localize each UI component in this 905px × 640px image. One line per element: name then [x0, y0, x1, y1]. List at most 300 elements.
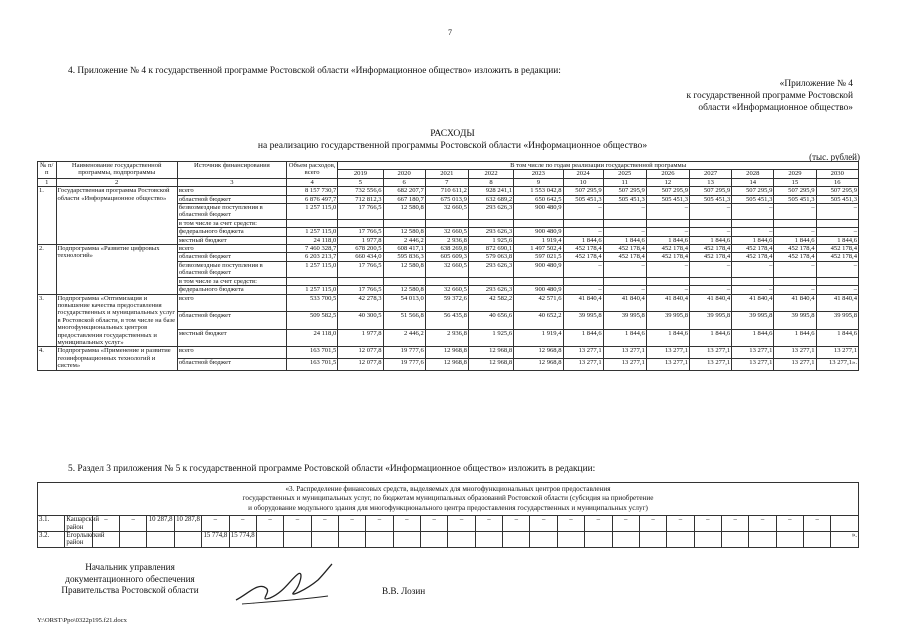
row-year-value: 12 580,8: [383, 286, 425, 294]
column-number: 3: [177, 178, 286, 186]
row-year-value: [816, 219, 858, 227]
distribution-cell: 10 287,8: [174, 516, 201, 532]
row-year-value: –: [690, 228, 732, 236]
distribution-cell: 15 774,8: [202, 532, 229, 548]
row-year-value: 1 977,8: [338, 236, 383, 244]
row-year-value: 17 766,5: [338, 261, 383, 277]
row-year-value: –: [563, 228, 603, 236]
row-year-value: [338, 219, 383, 227]
page-number: 7: [448, 28, 452, 37]
row-year-value: 39 995,8: [816, 312, 858, 330]
row-year-value: 667 180,7: [383, 195, 425, 203]
row-volume: 533 700,5: [286, 294, 337, 312]
header-years-caption: В том числе по годам реализации государственной программы: [338, 162, 859, 170]
distribution-cell: –: [530, 516, 557, 532]
row-year-value: 452 178,4: [732, 253, 774, 261]
row-year-value: 1 844,6: [690, 236, 732, 244]
row-year-value: –: [732, 261, 774, 277]
row-year-value: –: [816, 228, 858, 236]
row-year-value: [732, 219, 774, 227]
distribution-cell: –: [393, 516, 420, 532]
distribution-cell: [284, 532, 311, 548]
distribution-cell: [776, 532, 803, 548]
row-year-value: 1 844,6: [732, 329, 774, 347]
distribution-cell: [585, 532, 612, 548]
row-year-value: 13 277,1: [603, 347, 646, 359]
distribution-caption: [38, 483, 859, 516]
expenses-table: [37, 161, 859, 371]
row-year-value: 632 689,2: [468, 195, 513, 203]
distribution-cell: –: [202, 516, 229, 532]
row-year-value: 32 660,5: [425, 204, 468, 220]
header-year: 2029: [774, 170, 816, 178]
row-source: в том числе за счет средств:: [177, 219, 286, 227]
row-year-value: –: [732, 286, 774, 294]
row-name: Государственная программа Ростовской области «Информационное общество»: [56, 187, 177, 245]
table-row: [38, 187, 859, 195]
row-year-value: –: [816, 261, 858, 277]
distribution-cell: 10 287,8: [147, 516, 174, 532]
row-year-value: [383, 277, 425, 285]
row-num: 2.: [38, 245, 57, 294]
distribution-end: ».: [831, 532, 859, 548]
row-year-value: –: [563, 286, 603, 294]
header-name: Наименование государственной программы, подпрограммы: [56, 162, 177, 179]
row-year-value: 13 277,1: [732, 358, 774, 370]
distribution-cell: –: [694, 516, 721, 532]
column-number: 9: [514, 178, 563, 186]
row-year-value: 579 063,8: [468, 253, 513, 261]
column-number: 14: [732, 178, 774, 186]
row-year-value: 42 571,6: [514, 294, 563, 312]
table-row: [38, 245, 859, 253]
row-year-value: –: [690, 204, 732, 220]
signature-block: [45, 562, 215, 597]
distribution-cell: [721, 532, 748, 548]
row-name: Подпрограмма «Оптимизация и повышение качества предоставления государственных и муниципальных услуг в Ростовской области, в том числе на базе многофункциональных центров предоставления государственных и муниципальных услуг»: [56, 294, 177, 347]
header-num: № п/п: [38, 162, 57, 179]
row-year-value: –: [690, 286, 732, 294]
distribution-cell: [448, 532, 475, 548]
row-year-value: [816, 277, 858, 285]
row-year-value: –: [646, 286, 689, 294]
distribution-cell: [530, 532, 557, 548]
row-source: всего: [177, 294, 286, 312]
row-year-value: 13 277,1: [732, 347, 774, 359]
distribution-row: [38, 516, 859, 532]
distribution-cell: [147, 532, 174, 548]
row-year-value: 1 844,6: [816, 236, 858, 244]
row-year-value: 505 451,3: [603, 195, 646, 203]
column-number: 15: [774, 178, 816, 186]
row-volume: 509 582,5: [286, 312, 337, 330]
row-volume: 6 876 497,7: [286, 195, 337, 203]
caption-line-3: и оборудование модульного здания для многофункционального центра предоставления государственных и муниципальных услуг): [248, 503, 648, 512]
distribution-cell: –: [749, 516, 776, 532]
row-year-value: [732, 277, 774, 285]
distribution-cell: –: [776, 516, 803, 532]
column-number: 2: [56, 178, 177, 186]
row-year-value: [468, 219, 513, 227]
row-name: Подпрограмма «Применение и развитие геоинформационных технологий и систем»: [56, 347, 177, 370]
row-year-value: 12 968,8: [514, 358, 563, 370]
row-year-value: 19 777,6: [383, 358, 425, 370]
row-year-value: 12 580,8: [383, 261, 425, 277]
row-year-value: 900 480,9: [514, 204, 563, 220]
row-year-value: 452 178,4: [690, 245, 732, 253]
row-year-value: 13 277,1: [816, 347, 858, 359]
row-year-value: –: [774, 204, 816, 220]
row-year-value: 13 277,1: [774, 358, 816, 370]
row-year-value: 507 295,9: [732, 187, 774, 195]
row-year-value: 41 840,4: [603, 294, 646, 312]
appendix-line-1: «Приложение № 4: [779, 79, 853, 89]
distribution-cell: –: [229, 516, 256, 532]
distribution-cell: [366, 532, 393, 548]
row-year-value: 2 446,2: [383, 329, 425, 347]
distribution-cell: [174, 532, 201, 548]
appendix-reference: [593, 78, 853, 115]
row-year-value: 505 451,3: [690, 195, 732, 203]
row-year-value: 32 660,5: [425, 261, 468, 277]
row-year-value: 452 178,4: [816, 245, 858, 253]
row-year-value: 505 451,3: [816, 195, 858, 203]
item5-text: 5. Раздел 3 приложения № 5 к государственной программе Ростовской области «Информационное общество» изложить в редакции:: [68, 464, 596, 474]
row-year-value: 900 480,9: [514, 228, 563, 236]
row-source: федерального бюджета: [177, 228, 286, 236]
row-year-value: 507 295,9: [774, 187, 816, 195]
row-year-value: –: [774, 286, 816, 294]
row-year-value: [338, 277, 383, 285]
row-year-value: 13 277,1: [563, 347, 603, 359]
row-year-value: –: [774, 228, 816, 236]
row-year-value: [646, 219, 689, 227]
row-year-value: –: [816, 204, 858, 220]
row-year-value: 59 372,6: [425, 294, 468, 312]
row-year-value: 1 925,6: [468, 236, 513, 244]
row-year-value: 452 178,4: [646, 253, 689, 261]
row-year-value: [774, 277, 816, 285]
column-number: 7: [425, 178, 468, 186]
distribution-district: Егорлыкский район: [66, 532, 105, 547]
row-year-value: 17 766,5: [338, 228, 383, 236]
row-year-value: 17 766,5: [338, 286, 383, 294]
row-year-value: 40 652,2: [514, 312, 563, 330]
row-year-value: –: [603, 228, 646, 236]
distribution-cell: [393, 532, 420, 548]
row-year-value: [603, 277, 646, 285]
row-volume: 24 118,0: [286, 329, 337, 347]
distribution-num: 3.1.: [38, 516, 65, 532]
row-year-value: 40 300,5: [338, 312, 383, 330]
units-label: (тыс. рублей): [809, 152, 860, 162]
row-name: Подпрограмма «Развитие цифровых технологий»: [56, 245, 177, 294]
row-year-value: 1 844,6: [646, 329, 689, 347]
row-year-value: [468, 277, 513, 285]
row-year-value: [563, 277, 603, 285]
header-year: 2027: [690, 170, 732, 178]
title-line-1: РАСХОДЫ: [430, 128, 475, 139]
row-year-value: 56 435,8: [425, 312, 468, 330]
distribution-cell: –: [612, 516, 639, 532]
row-year-value: 42 582,2: [468, 294, 513, 312]
row-year-value: 1 844,6: [690, 329, 732, 347]
row-year-value: 12 580,8: [383, 204, 425, 220]
row-year-value: 900 480,9: [514, 286, 563, 294]
row-year-value: 452 178,4: [774, 245, 816, 253]
row-year-value: 41 840,4: [646, 294, 689, 312]
row-year-value: 293 626,3: [468, 228, 513, 236]
row-year-value: –: [774, 261, 816, 277]
row-volume: 7 460 328,7: [286, 245, 337, 253]
table-row: [38, 294, 859, 312]
row-volume: 1 257 115,0: [286, 228, 337, 236]
row-year-value: 13 277,1».: [816, 358, 858, 370]
row-year-value: 452 178,4: [646, 245, 689, 253]
row-source: федерального бюджета: [177, 286, 286, 294]
distribution-cell: [804, 532, 831, 548]
header-year: 2023: [514, 170, 563, 178]
column-number: 13: [690, 178, 732, 186]
distribution-table: [37, 482, 859, 548]
document-title: [0, 128, 905, 152]
row-source: местный бюджет: [177, 329, 286, 347]
row-year-value: 17 766,5: [338, 204, 383, 220]
row-year-value: 1 977,8: [338, 329, 383, 347]
distribution-cell: –: [120, 516, 147, 532]
row-year-value: 19 777,6: [383, 347, 425, 359]
header-volume: Объем расходов, всего: [286, 162, 337, 179]
row-year-value: 712 812,3: [338, 195, 383, 203]
row-num: 1.: [38, 187, 57, 245]
row-year-value: 732 556,6: [338, 187, 383, 195]
row-year-value: 597 021,5: [514, 253, 563, 261]
row-year-value: 452 178,4: [774, 253, 816, 261]
caption-line-1: «3. Распределение финансовых средств, выделяемых для многофункциональных центров предоставления: [285, 485, 611, 493]
row-year-value: 13 277,1: [690, 358, 732, 370]
row-year-value: 39 995,8: [774, 312, 816, 330]
row-year-value: 872 690,1: [468, 245, 513, 253]
signer-name: В.В. Лозин: [382, 586, 426, 596]
row-year-value: 452 178,4: [690, 253, 732, 261]
table-row: [38, 347, 859, 359]
distribution-cell: –: [448, 516, 475, 532]
row-source: областной бюджет: [177, 195, 286, 203]
file-path: Y:\ORST\Ppo\0322p195.f21.docx: [37, 617, 127, 624]
row-year-value: 293 626,3: [468, 261, 513, 277]
row-volume: 1 257 115,0: [286, 204, 337, 220]
row-source: областной бюджет: [177, 358, 286, 370]
distribution-cell: –: [475, 516, 502, 532]
column-number: 11: [603, 178, 646, 186]
row-year-value: 40 656,6: [468, 312, 513, 330]
row-year-value: 660 434,0: [338, 253, 383, 261]
row-year-value: [646, 277, 689, 285]
row-year-value: 2 936,8: [425, 329, 468, 347]
distribution-cell: [120, 532, 147, 548]
row-year-value: 1 844,6: [646, 236, 689, 244]
distribution-cell: –: [639, 516, 666, 532]
caption-line-2: государственных и муниципальных услуг, по бюджетам муниципальных образований Ростовской области (субсидия на приобретение: [242, 494, 654, 503]
row-year-value: –: [646, 261, 689, 277]
row-year-value: 507 295,9: [563, 187, 603, 195]
distribution-cell: –: [92, 516, 119, 532]
row-year-value: 452 178,4: [563, 245, 603, 253]
distribution-cell: –: [503, 516, 530, 532]
column-number: 12: [646, 178, 689, 186]
distribution-cell: –: [338, 516, 365, 532]
row-source: всего: [177, 245, 286, 253]
distribution-cell: [557, 532, 584, 548]
distribution-cell: [503, 532, 530, 548]
row-year-value: –: [603, 286, 646, 294]
row-year-value: [514, 219, 563, 227]
distribution-district: Кашарский район: [66, 516, 100, 531]
distribution-cell: [256, 532, 283, 548]
row-year-value: 12 968,8: [425, 358, 468, 370]
row-volume: [286, 277, 337, 285]
row-year-value: 293 626,3: [468, 286, 513, 294]
row-year-value: 1 844,6: [732, 236, 774, 244]
distribution-cell: –: [721, 516, 748, 532]
row-year-value: [383, 219, 425, 227]
row-volume: 6 203 213,7: [286, 253, 337, 261]
column-number: 6: [383, 178, 425, 186]
header-year: 2021: [425, 170, 468, 178]
row-year-value: 12 968,8: [514, 347, 563, 359]
row-year-value: 507 295,9: [816, 187, 858, 195]
row-year-value: 41 840,4: [563, 294, 603, 312]
handwritten-signature: [228, 560, 338, 608]
row-year-value: 452 178,4: [603, 253, 646, 261]
row-year-value: 1 844,6: [563, 236, 603, 244]
row-year-value: [690, 277, 732, 285]
row-year-value: 900 480,9: [514, 261, 563, 277]
row-year-value: 13 277,1: [774, 347, 816, 359]
row-source: всего: [177, 347, 286, 359]
column-number: 1: [38, 178, 57, 186]
row-year-value: [774, 219, 816, 227]
row-year-value: 39 995,8: [646, 312, 689, 330]
row-year-value: 293 626,3: [468, 204, 513, 220]
row-year-value: 650 642,5: [514, 195, 563, 203]
row-year-value: 505 451,3: [774, 195, 816, 203]
row-num: 4.: [38, 347, 57, 370]
distribution-end: [831, 516, 859, 532]
row-year-value: 1 844,6: [603, 329, 646, 347]
title-line-2: на реализацию государственной программы Ростовской области «Информационное общество»: [257, 140, 648, 151]
row-year-value: –: [603, 204, 646, 220]
row-year-value: 42 278,3: [338, 294, 383, 312]
row-year-value: 32 660,5: [425, 286, 468, 294]
row-volume: 163 701,5: [286, 347, 337, 359]
row-year-value: –: [690, 261, 732, 277]
row-year-value: 39 995,8: [563, 312, 603, 330]
row-year-value: –: [563, 261, 603, 277]
row-year-value: 507 295,9: [603, 187, 646, 195]
row-volume: 1 257 115,0: [286, 261, 337, 277]
row-source: местный бюджет: [177, 236, 286, 244]
row-year-value: 2 446,2: [383, 236, 425, 244]
distribution-cell: –: [366, 516, 393, 532]
row-year-value: 13 277,1: [690, 347, 732, 359]
row-source: безвозмездные поступления в областной бюджет: [177, 261, 286, 277]
distribution-cell: –: [284, 516, 311, 532]
distribution-row: [38, 532, 859, 548]
appendix-line-3: области «Информационное общество»: [698, 103, 853, 114]
row-year-value: [425, 219, 468, 227]
row-year-value: 51 566,8: [383, 312, 425, 330]
row-year-value: 32 660,5: [425, 228, 468, 236]
appendix-line-2: к государственной программе Ростовской: [686, 91, 853, 102]
row-year-value: 13 277,1: [646, 358, 689, 370]
row-year-value: [603, 219, 646, 227]
row-year-value: 13 277,1: [603, 358, 646, 370]
header-year: 2025: [603, 170, 646, 178]
row-year-value: [563, 219, 603, 227]
row-year-value: 1 844,6: [816, 329, 858, 347]
row-year-value: 1 844,6: [774, 236, 816, 244]
distribution-cell: [749, 532, 776, 548]
row-year-value: –: [646, 204, 689, 220]
header-year: 2020: [383, 170, 425, 178]
header-year: 2022: [468, 170, 513, 178]
header-year: 2019: [338, 170, 383, 178]
row-year-value: 41 840,4: [732, 294, 774, 312]
row-year-value: 507 295,9: [646, 187, 689, 195]
row-year-value: 54 013,0: [383, 294, 425, 312]
row-year-value: 505 451,3: [732, 195, 774, 203]
distribution-cell: [311, 532, 338, 548]
signer-title-line-1: Начальник управления: [85, 562, 175, 572]
distribution-cell: –: [804, 516, 831, 532]
row-volume: 8 157 730,7: [286, 187, 337, 195]
column-number: 16: [816, 178, 858, 186]
row-year-value: 1 844,6: [774, 329, 816, 347]
row-source: областной бюджет: [177, 253, 286, 261]
distribution-cell: 15 774,8: [229, 532, 256, 548]
item4-text: 4. Приложение № 4 к государственной программе Ростовской области «Информационное общество» изложить в редакции:: [68, 66, 561, 76]
row-year-value: 710 611,2: [425, 187, 468, 195]
row-year-value: 2 936,8: [425, 236, 468, 244]
row-year-value: 1 844,6: [603, 236, 646, 244]
row-year-value: 13 277,1: [563, 358, 603, 370]
row-year-value: 41 840,4: [690, 294, 732, 312]
row-year-value: 682 207,7: [383, 187, 425, 195]
distribution-cell: [667, 532, 694, 548]
row-year-value: [690, 219, 732, 227]
row-volume: [286, 219, 337, 227]
row-year-value: 41 840,4: [816, 294, 858, 312]
header-source: Источник финансирования: [177, 162, 286, 179]
row-num: 3.: [38, 294, 57, 347]
row-year-value: 41 840,4: [774, 294, 816, 312]
row-year-value: 505 451,3: [563, 195, 603, 203]
column-number: 8: [468, 178, 513, 186]
header-year: 2030: [816, 170, 858, 178]
row-year-value: –: [732, 204, 774, 220]
header-year: 2026: [646, 170, 689, 178]
row-year-value: –: [732, 228, 774, 236]
distribution-cell: –: [421, 516, 448, 532]
header-year: 2028: [732, 170, 774, 178]
distribution-cell: –: [667, 516, 694, 532]
row-year-value: 452 178,4: [603, 245, 646, 253]
row-year-value: 595 836,3: [383, 253, 425, 261]
row-year-value: 39 995,8: [603, 312, 646, 330]
row-source: областной бюджет: [177, 312, 286, 330]
row-volume: 24 118,0: [286, 236, 337, 244]
